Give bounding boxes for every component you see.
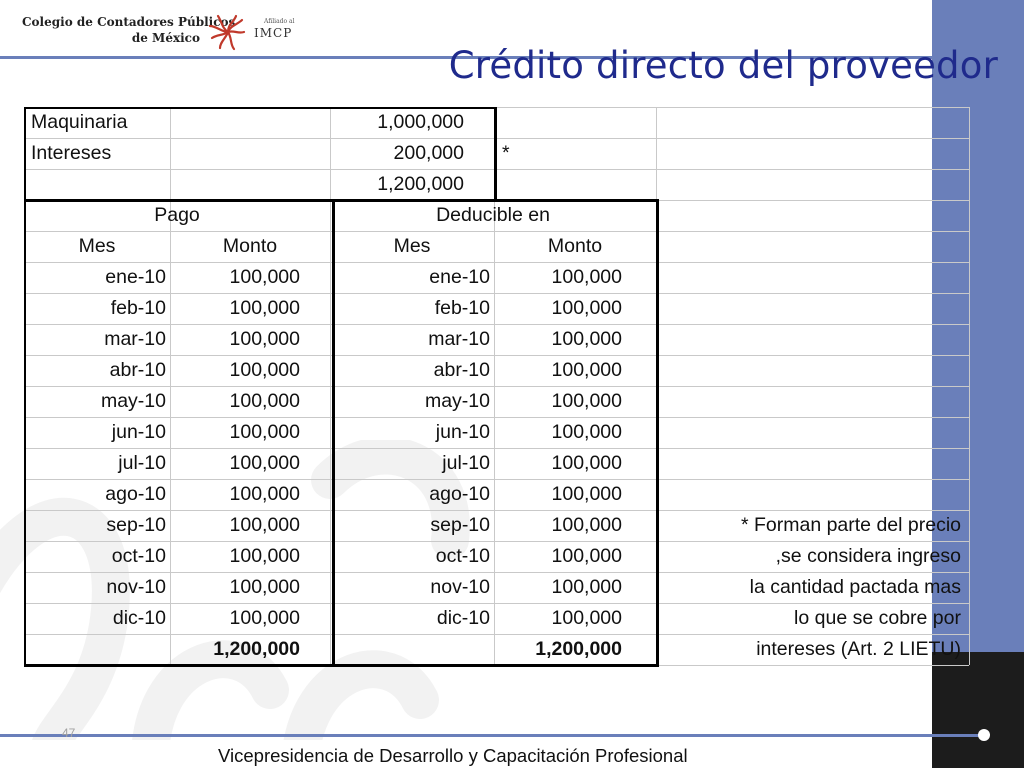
grid-hline	[24, 231, 969, 232]
footer-divider	[0, 734, 984, 737]
top-row-label: Maquinaria	[31, 111, 128, 133]
grid-hline	[24, 355, 969, 356]
note-line: la cantidad pactada mas	[749, 576, 961, 598]
amount-cell: 100,000	[551, 514, 622, 536]
month-cell: ene-10	[429, 266, 490, 288]
amount-cell: 100,000	[551, 359, 622, 381]
amount-cell: 100,000	[551, 390, 622, 412]
border-mid	[332, 200, 335, 665]
month-cell: mar-10	[104, 328, 166, 350]
grid-hline	[24, 634, 969, 635]
border-top-block-top	[24, 107, 497, 109]
top-row-value: 200,000	[393, 142, 464, 164]
grid-vline	[969, 107, 970, 665]
border-top-block-right	[494, 107, 497, 200]
amount-cell: 100,000	[551, 297, 622, 319]
amount-cell: 100,000	[229, 328, 300, 350]
month-cell: oct-10	[111, 545, 166, 567]
org-emblem-icon	[208, 12, 248, 52]
month-cell: abr-10	[109, 359, 166, 381]
month-cell: mar-10	[428, 328, 490, 350]
page-number: 47	[62, 726, 76, 740]
grid-hline	[24, 262, 969, 263]
note-line: intereses (Art. 2 LIETU)	[756, 638, 961, 660]
note-line: * Forman parte del precio	[740, 514, 961, 536]
month-cell: nov-10	[106, 576, 166, 598]
top-row-label: Intereses	[31, 142, 112, 164]
grid-hline	[24, 510, 969, 511]
amount-cell: 100,000	[229, 297, 300, 319]
month-cell: sep-10	[430, 514, 490, 536]
amount-cell: 100,000	[229, 266, 300, 288]
affiliate-label: IMCP	[254, 26, 293, 40]
grid-hline	[24, 293, 969, 294]
amount-cell: 100,000	[229, 607, 300, 629]
amount-cell: 100,000	[551, 607, 622, 629]
org-name	[22, 14, 236, 46]
grid-hline	[24, 603, 969, 604]
slide-title: Crédito directo del proveedor	[448, 44, 998, 87]
total-deducible: 1,200,000	[535, 638, 622, 660]
month-cell: ene-10	[105, 266, 166, 288]
col-header-monto: Monto	[547, 235, 603, 257]
border-header-top	[24, 199, 659, 202]
amount-cell: 100,000	[551, 576, 622, 598]
amount-cell: 100,000	[551, 452, 622, 474]
month-cell: jul-10	[442, 452, 490, 474]
month-cell: dic-10	[436, 607, 490, 629]
amount-cell: 100,000	[551, 545, 622, 567]
month-cell: jul-10	[118, 452, 166, 474]
affiliate-small-label: Afiliado al	[264, 18, 295, 25]
month-cell: feb-10	[434, 297, 490, 319]
amount-cell: 100,000	[229, 483, 300, 505]
total-pago: 1,200,000	[213, 638, 300, 660]
grid-hline	[24, 448, 969, 449]
amount-cell: 100,000	[229, 452, 300, 474]
footer-dot-icon	[978, 729, 990, 741]
payment-table	[24, 107, 969, 671]
note-line: ,se considera ingreso	[775, 545, 961, 567]
month-cell: jun-10	[435, 421, 490, 443]
month-cell: nov-10	[430, 576, 490, 598]
top-row-value: 1,000,000	[377, 111, 464, 133]
col-header-mes: Mes	[393, 235, 431, 257]
amount-cell: 100,000	[229, 514, 300, 536]
org-name-line2: de México	[131, 31, 200, 45]
grid-hline	[24, 386, 969, 387]
amount-cell: 100,000	[551, 421, 622, 443]
org-name-line1: Colegio de Contadores Públicos	[22, 15, 236, 29]
month-cell: sep-10	[106, 514, 166, 536]
footer-text: Vicepresidencia de Desarrollo y Capacitación Profesional	[218, 745, 688, 766]
month-cell: ago-10	[105, 483, 166, 505]
amount-cell: 100,000	[551, 483, 622, 505]
month-cell: feb-10	[110, 297, 166, 319]
grid-hline	[24, 417, 969, 418]
month-cell: may-10	[424, 390, 490, 412]
month-cell: may-10	[100, 390, 166, 412]
grid-hline	[24, 572, 969, 573]
note-line: lo que se cobre por	[794, 607, 961, 629]
border-right	[656, 200, 659, 665]
grid-hline	[24, 479, 969, 480]
top-row-value: 1,200,000	[377, 173, 464, 195]
border-top-block-left	[24, 107, 26, 665]
month-cell: dic-10	[112, 607, 166, 629]
col-header-monto: Monto	[222, 235, 278, 257]
month-cell: abr-10	[433, 359, 490, 381]
amount-cell: 100,000	[229, 359, 300, 381]
col-header-mes: Mes	[78, 235, 116, 257]
group-header-pago: Pago	[154, 204, 200, 226]
month-cell: ago-10	[429, 483, 490, 505]
org-logo	[22, 12, 312, 52]
amount-cell: 100,000	[229, 576, 300, 598]
top-row-note: *	[502, 142, 510, 164]
grid-vline	[170, 107, 171, 665]
group-header-deducible: Deducible en	[436, 204, 550, 226]
month-cell: jun-10	[111, 421, 166, 443]
grid-hline	[24, 541, 969, 542]
grid-vline	[330, 107, 331, 665]
amount-cell: 100,000	[229, 421, 300, 443]
border-bottom	[24, 664, 659, 667]
amount-cell: 100,000	[551, 266, 622, 288]
amount-cell: 100,000	[551, 328, 622, 350]
month-cell: oct-10	[435, 545, 490, 567]
amount-cell: 100,000	[229, 390, 300, 412]
grid-hline	[24, 324, 969, 325]
amount-cell: 100,000	[229, 545, 300, 567]
